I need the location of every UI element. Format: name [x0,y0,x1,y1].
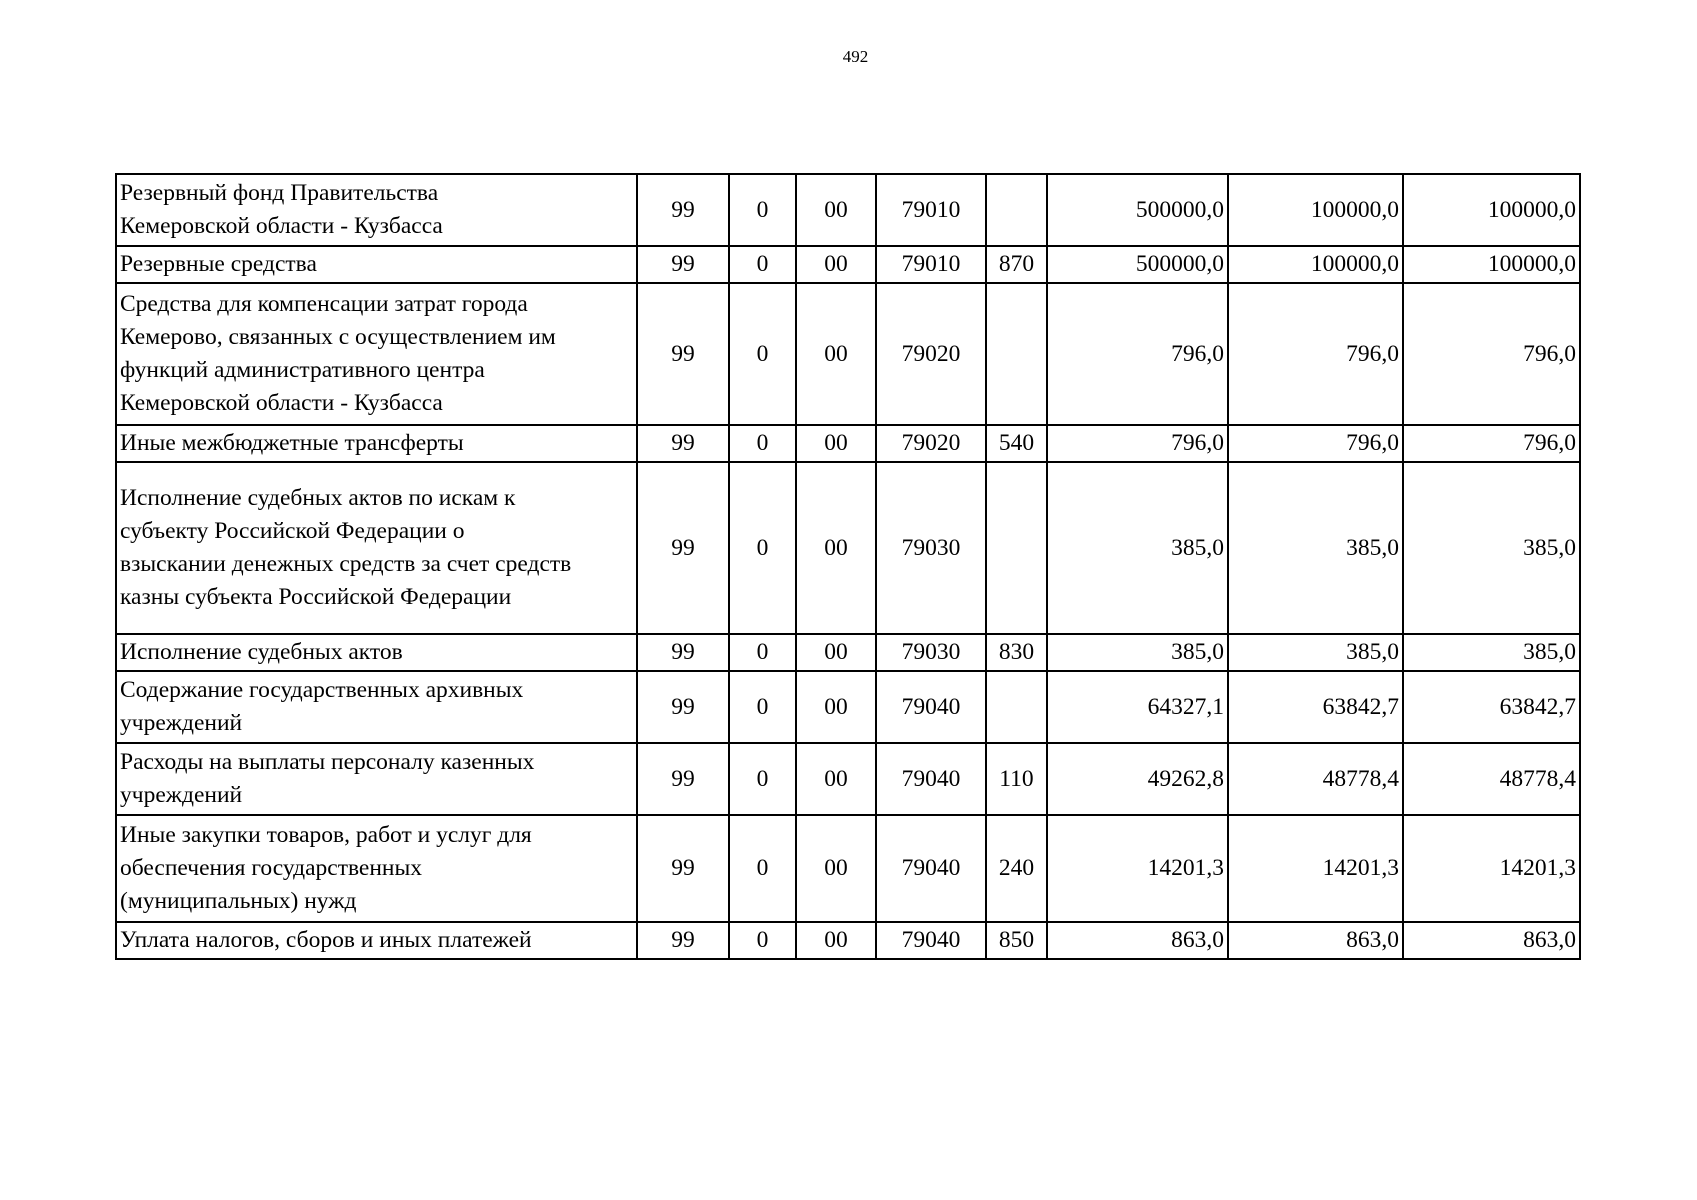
direction-code-cell: 79030 [876,634,986,671]
amount-year3-cell: 63842,7 [1403,671,1580,743]
section-code-cell: 99 [637,815,729,922]
section-code-cell: 99 [637,174,729,246]
expense-type-cell: 830 [986,634,1047,671]
row-name-line: Средства для компенсации затрат города [120,291,528,317]
section-code-cell: 99 [637,671,729,743]
row-name-cell [116,743,637,815]
row-name-cell [116,671,637,743]
table-row [116,634,1580,671]
row-name-line: Расходы на выплаты персоналу казенных [120,749,535,775]
amount-year1-cell: 385,0 [1047,462,1228,634]
section-code-cell: 99 [637,462,729,634]
amount-year1-cell: 64327,1 [1047,671,1228,743]
table-row [116,246,1580,283]
expense-type-cell: 110 [986,743,1047,815]
amount-year1-cell: 796,0 [1047,283,1228,425]
amount-year1-cell: 49262,8 [1047,743,1228,815]
row-name-line: функций административного центра [120,357,485,383]
row-name-line: Кемерово, связанных с осуществлением им [120,324,556,350]
amount-year3-cell: 100000,0 [1403,246,1580,283]
amount-year2-cell: 796,0 [1228,283,1403,425]
table-row [116,922,1580,959]
amount-year2-cell: 63842,7 [1228,671,1403,743]
direction-code-cell: 79020 [876,283,986,425]
subprogram-code-cell: 00 [796,743,876,815]
direction-code-cell: 79030 [876,462,986,634]
row-name-line: Содержание государственных архивных [120,677,524,703]
amount-year3-cell: 14201,3 [1403,815,1580,922]
expense-type-cell: 540 [986,425,1047,462]
direction-code-cell: 79040 [876,743,986,815]
row-name-line: субъекту Российской Федерации о [120,518,465,544]
row-name-line: Кемеровской области - Кузбасса [120,390,443,416]
amount-year2-cell: 100000,0 [1228,174,1403,246]
table-row [116,815,1580,922]
section-code-cell: 99 [637,743,729,815]
direction-code-cell: 79020 [876,425,986,462]
section-code-cell: 99 [637,425,729,462]
program-code-cell: 0 [729,174,796,246]
row-name-line: Иные межбюджетные трансферты [120,430,464,456]
row-name-cell [116,283,637,425]
program-code-cell: 0 [729,815,796,922]
direction-code-cell: 79010 [876,246,986,283]
table-row [116,174,1580,246]
amount-year3-cell: 100000,0 [1403,174,1580,246]
amount-year1-cell: 385,0 [1047,634,1228,671]
direction-code-cell: 79040 [876,922,986,959]
page-number: 492 [842,47,869,66]
amount-year3-cell: 385,0 [1403,462,1580,634]
program-code-cell: 0 [729,634,796,671]
amount-year2-cell: 48778,4 [1228,743,1403,815]
amount-year1-cell: 863,0 [1047,922,1228,959]
amount-year3-cell: 863,0 [1403,922,1580,959]
direction-code-cell: 79010 [876,174,986,246]
amount-year3-cell: 48778,4 [1403,743,1580,815]
subprogram-code-cell: 00 [796,815,876,922]
expense-type-cell [986,174,1047,246]
program-code-cell: 0 [729,283,796,425]
program-code-cell: 0 [729,743,796,815]
section-code-cell: 99 [637,634,729,671]
subprogram-code-cell: 00 [796,246,876,283]
amount-year2-cell: 100000,0 [1228,246,1403,283]
direction-code-cell: 79040 [876,671,986,743]
row-name-line: Исполнение судебных актов [120,639,403,665]
expense-type-cell: 850 [986,922,1047,959]
expense-type-cell: 240 [986,815,1047,922]
row-name-line: Иные закупки товаров, работ и услуг для [120,822,532,848]
amount-year2-cell: 385,0 [1228,462,1403,634]
expense-type-cell [986,283,1047,425]
row-name-line: Уплата налогов, сборов и иных платежей [120,927,532,953]
expense-type-cell [986,671,1047,743]
amount-year3-cell: 796,0 [1403,283,1580,425]
amount-year1-cell: 14201,3 [1047,815,1228,922]
amount-year2-cell: 863,0 [1228,922,1403,959]
program-code-cell: 0 [729,246,796,283]
table-row [116,462,1580,634]
budget-table [115,173,1581,960]
expense-type-cell [986,462,1047,634]
row-name-line: взыскании денежных средств за счет средств [120,551,572,577]
amount-year3-cell: 796,0 [1403,425,1580,462]
row-name-cell [116,174,637,246]
row-name-cell [116,246,637,283]
row-name-line: обеспечения государственных [120,855,423,881]
section-code-cell: 99 [637,283,729,425]
row-name-line: учреждений [120,782,243,808]
row-name-line: Исполнение судебных актов по искам к [120,485,516,511]
subprogram-code-cell: 00 [796,671,876,743]
subprogram-code-cell: 00 [796,634,876,671]
row-name-cell [116,922,637,959]
section-code-cell: 99 [637,922,729,959]
subprogram-code-cell: 00 [796,922,876,959]
row-name-line: (муниципальных) нужд [120,888,357,914]
table-row [116,743,1580,815]
table-body [116,174,1580,959]
subprogram-code-cell: 00 [796,174,876,246]
amount-year2-cell: 796,0 [1228,425,1403,462]
direction-code-cell: 79040 [876,815,986,922]
row-name-cell [116,634,637,671]
table-row [116,671,1580,743]
program-code-cell: 0 [729,671,796,743]
program-code-cell: 0 [729,922,796,959]
amount-year2-cell: 385,0 [1228,634,1403,671]
subprogram-code-cell: 00 [796,425,876,462]
amount-year1-cell: 500000,0 [1047,174,1228,246]
subprogram-code-cell: 00 [796,283,876,425]
row-name-line: учреждений [120,710,243,736]
subprogram-code-cell: 00 [796,462,876,634]
program-code-cell: 0 [729,462,796,634]
amount-year1-cell: 500000,0 [1047,246,1228,283]
row-name-cell [116,462,637,634]
row-name-line: Кемеровской области - Кузбасса [120,213,443,239]
row-name-cell [116,425,637,462]
table-row [116,425,1580,462]
amount-year3-cell: 385,0 [1403,634,1580,671]
row-name-line: Резервный фонд Правительства [120,180,439,206]
expense-type-cell: 870 [986,246,1047,283]
amount-year2-cell: 14201,3 [1228,815,1403,922]
row-name-line: казны субъекта Российской Федерации [120,584,512,610]
row-name-cell [116,815,637,922]
section-code-cell: 99 [637,246,729,283]
program-code-cell: 0 [729,425,796,462]
table-row [116,283,1580,425]
amount-year1-cell: 796,0 [1047,425,1228,462]
row-name-line: Резервные средства [120,251,317,277]
